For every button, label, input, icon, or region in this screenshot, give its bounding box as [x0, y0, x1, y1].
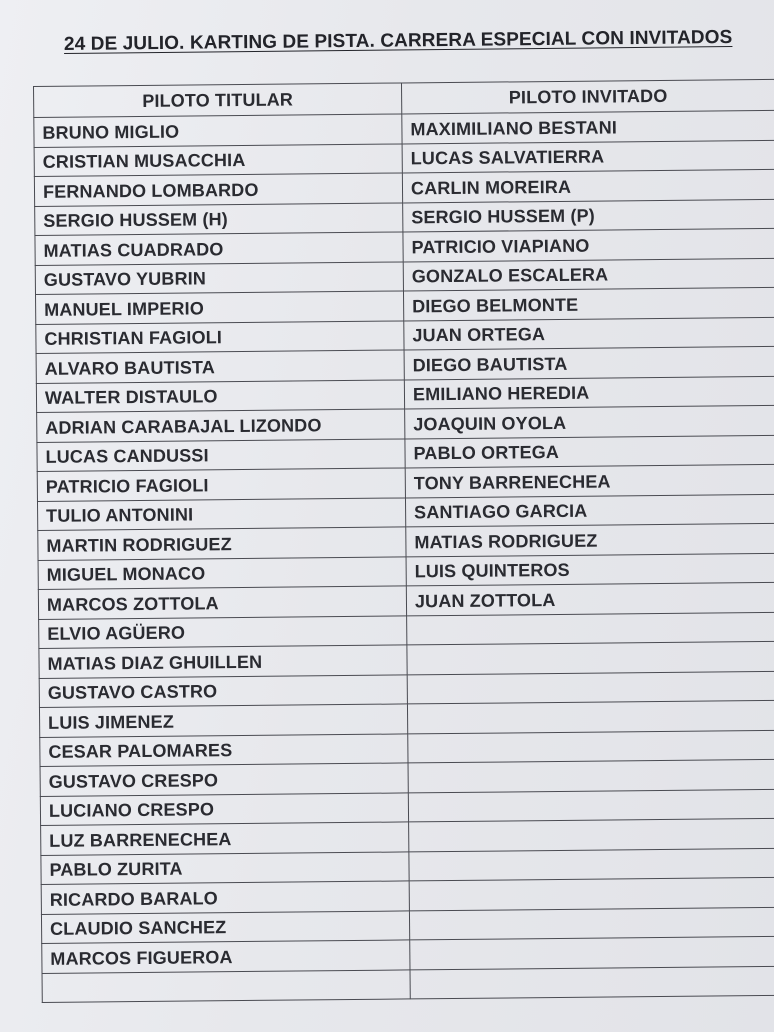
cell-piloto-invitado [405, 494, 774, 527]
cell-piloto-invitado [410, 936, 774, 969]
cell-piloto-invitado [406, 523, 774, 556]
cell-text: MAXIMILIANO BESTANI [410, 117, 618, 140]
cell-piloto-invitado [404, 376, 774, 409]
cell-text: EMILIANO HEREDIA [412, 382, 590, 405]
cell-piloto-titular [41, 881, 409, 914]
cell-piloto-titular [36, 291, 404, 324]
cell-piloto-invitado [408, 759, 774, 792]
header-piloto-titular: PILOTO TITULAR [34, 83, 402, 118]
cell-text: LUCAS CANDUSSI [45, 445, 209, 468]
cell-text: CLAUDIO SANCHEZ [49, 917, 227, 940]
cell-text: GONZALO ESCALERA [411, 264, 609, 287]
cell-text: WALTER DISTAULO [44, 386, 218, 409]
pilots-table-wrapper [33, 79, 774, 1021]
cell-piloto-invitado [407, 641, 774, 674]
cell-piloto-titular [34, 143, 402, 176]
cell-text: LUCAS SALVATIERRA [410, 146, 605, 169]
cell-text: GUSTAVO YUBRIN [43, 268, 207, 291]
cell-piloto-titular [35, 202, 403, 235]
cell-text: CARLIN MOREIRA [410, 176, 572, 199]
cell-piloto-titular [38, 527, 406, 560]
cell-piloto-invitado [403, 228, 774, 261]
cell-piloto-invitado [409, 848, 774, 881]
cell-text: SERGIO HUSSEM (H) [43, 209, 228, 232]
cell-piloto-invitado [403, 258, 774, 291]
cell-piloto-titular [36, 320, 404, 353]
cell-piloto-invitado [407, 700, 774, 733]
cell-text: LUZ BARRENECHEA [49, 828, 232, 851]
cell-piloto-invitado [407, 612, 774, 645]
cell-piloto-titular [37, 438, 405, 471]
cell-text: ELVIO AGÜERO [47, 622, 186, 645]
cell-piloto-invitado [406, 582, 774, 615]
cell-piloto-invitado [402, 169, 774, 202]
cell-text: TULIO ANTONINI [46, 504, 194, 527]
table-body [34, 110, 774, 1002]
cell-piloto-titular [34, 173, 402, 206]
cell-text: JUAN ORTEGA [412, 324, 546, 346]
cell-text: MANUEL IMPERIO [44, 298, 205, 320]
cell-piloto-titular [41, 910, 409, 943]
cell-text: DIEGO BAUTISTA [412, 353, 568, 376]
cell-text: LUIS JIMENEZ [48, 711, 175, 733]
cell-piloto-invitado [405, 464, 774, 497]
cell-text: SANTIAGO GARCIA [414, 500, 588, 523]
cell-piloto-invitado [409, 818, 774, 851]
cell-text: CRISTIAN MUSACCHIA [42, 150, 246, 173]
cell-text: MATIAS CUADRADO [43, 238, 224, 261]
table-row [42, 966, 774, 1003]
cell-text: TONY BARRENECHEA [413, 471, 611, 494]
cell-piloto-titular [39, 674, 407, 707]
header-piloto-invitado: PILOTO INVITADO [401, 79, 774, 114]
cell-text: MARCOS ZOTTOLA [46, 592, 219, 615]
cell-piloto-titular [35, 232, 403, 265]
cell-piloto-invitado [405, 435, 774, 468]
cell-text: BRUNO MIGLIO [42, 121, 180, 143]
cell-piloto-titular [40, 763, 408, 796]
cell-piloto-titular [34, 114, 402, 147]
cell-piloto-titular [36, 350, 404, 383]
cell-text: MATIAS DIAZ GHUILLEN [47, 651, 263, 674]
cell-text: RICARDO BARALO [49, 888, 218, 910]
cell-piloto-invitado [407, 671, 774, 704]
cell-text: LUCIANO CRESPO [48, 799, 215, 822]
cell-piloto-titular [37, 468, 405, 501]
cell-piloto-titular [40, 733, 408, 766]
cell-text: MARCOS FIGUEROA [50, 946, 233, 969]
cell-piloto-invitado [403, 287, 774, 320]
cell-text: PATRICIO VIAPIANO [411, 235, 590, 258]
cell-piloto-invitado [405, 405, 774, 438]
cell-piloto-titular [38, 586, 406, 619]
cell-piloto-titular [42, 940, 410, 973]
cell-piloto-invitado [404, 346, 774, 379]
pilots-table [33, 79, 774, 1003]
cell-text: MARTIN RODRIGUEZ [46, 533, 232, 556]
cell-text: ALVARO BAUTISTA [44, 357, 216, 379]
cell-text: CESAR PALOMARES [48, 740, 233, 763]
cell-text: PABLO ZURITA [49, 858, 183, 881]
cell-piloto-titular [37, 409, 405, 442]
cell-piloto-titular [36, 379, 404, 412]
cell-text: GUSTAVO CRESPO [48, 770, 219, 792]
cell-piloto-invitado [409, 907, 774, 940]
cell-text: JOAQUIN OYOLA [413, 412, 567, 435]
cell-piloto-invitado [410, 966, 774, 999]
cell-piloto-titular [39, 615, 407, 648]
cell-text: PATRICIO FAGIOLI [45, 475, 209, 497]
cell-piloto-titular [40, 792, 408, 825]
cell-text: MATIAS RODRIGUEZ [414, 530, 598, 553]
cell-piloto-invitado [408, 730, 774, 763]
cell-piloto-titular [42, 969, 410, 1002]
cell-piloto-invitado [406, 553, 774, 586]
cell-piloto-titular [41, 822, 409, 855]
cell-text: CHRISTIAN FAGIOLI [44, 327, 223, 350]
cell-piloto-invitado [402, 140, 774, 173]
cell-piloto-invitado [404, 317, 774, 350]
cell-text: JUAN ZOTTOLA [414, 589, 556, 612]
cell-text: DIEGO BELMONTE [412, 294, 579, 317]
cell-text: SERGIO HUSSEM (P) [411, 205, 595, 228]
cell-piloto-invitado [403, 199, 774, 232]
cell-piloto-invitado [402, 110, 774, 143]
cell-piloto-invitado [409, 877, 774, 910]
cell-piloto-titular [39, 645, 407, 678]
cell-text: PABLO ORTEGA [413, 442, 560, 464]
cell-piloto-titular [38, 556, 406, 589]
cell-piloto-titular [41, 851, 409, 884]
cell-piloto-titular [37, 497, 405, 530]
cell-text: MIGUEL MONACO [46, 563, 206, 586]
cell-piloto-invitado [408, 789, 774, 822]
cell-text: GUSTAVO CASTRO [47, 681, 218, 704]
cell-text: FERNANDO LOMBARDO [42, 179, 259, 202]
cell-piloto-titular [39, 704, 407, 737]
cell-text: LUIS QUINTEROS [414, 560, 570, 582]
page-title: 24 DE JULIO. KARTING DE PISTA. CARRERA ESPECIAL CON INVITADOS [63, 27, 733, 55]
cell-text: ADRIAN CARABAJAL LIZONDO [45, 414, 322, 438]
cell-piloto-titular [35, 261, 403, 294]
